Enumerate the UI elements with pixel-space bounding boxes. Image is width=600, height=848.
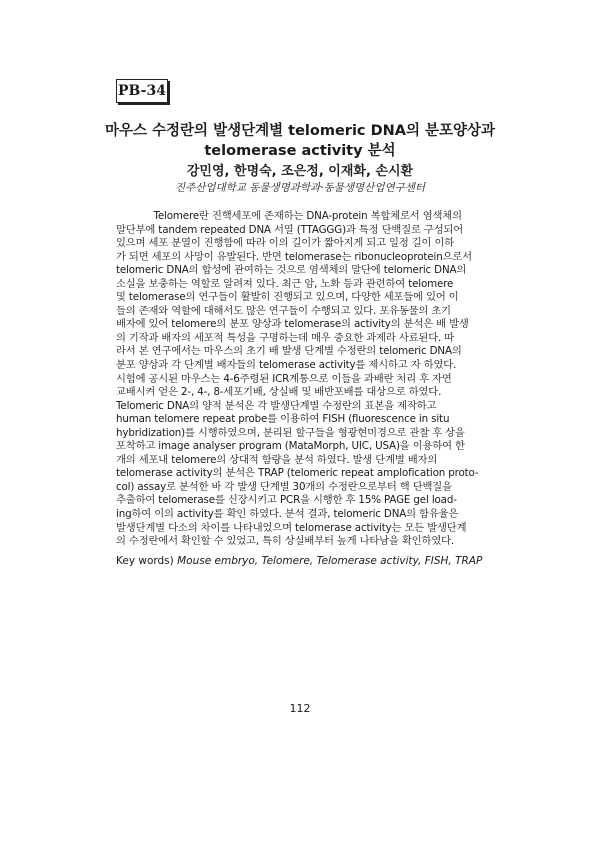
abstract-line: ing하여 이의 activity를 확인 하였다. 분석 결과, telomeric DNA의 함유율은 <box>116 508 459 521</box>
abstract-line: 개의 세포내 telomere의 상대적 함량을 분석 하였다. 발생 단계별 배자의 <box>116 453 438 466</box>
abstract-line: 가 되면 세포의 사망이 유발된다. 반면 telomerase는 ribonucleoprotein으로서 <box>116 250 472 263</box>
abstract-line: 발생단계별 다소의 차이를 나타내었으며 telomerase activity는 모든 발생단계 <box>116 521 467 534</box>
abstract-body <box>116 210 486 549</box>
abstract-line: 배자에 있어 telomere의 분포 양상과 telomerase의 activity의 분석은 배 발생 <box>116 318 469 331</box>
abstract-line: Telomere란 진핵세포에 존재하는 DNA-protein 복합체로서 염색체의 <box>116 210 462 222</box>
keywords-values: Mouse embryo, Telomere, Telomerase activity, FISH, TRAP <box>177 555 483 567</box>
abstract-line: telomeric DNA의 합성에 관여하는 것으로 염색체의 말단에 telomeric DNA의 <box>116 264 467 277</box>
abstract-line: 분포 양상과 각 단계별 배자들의 telomerase activity를 제시하고 자 하였다. <box>116 359 457 372</box>
abstract-line: 들의 존재와 역할에 대해서도 많은 연구들이 수행되고 있다. 포유동물의 초기 <box>116 304 451 317</box>
abstract-line: 있으며 세포 분열이 진행함에 따라 이의 길이가 짧아지게 되고 일정 길이 이하 <box>116 237 455 250</box>
abstract-line: 포착하고 image analyser program (MataMorph, UIC, USA)을 이용하여 한 <box>116 440 465 453</box>
keywords-label: Key words) <box>116 555 178 567</box>
abstract-line: 말단부에 tandem repeated DNA 서열 (TTAGGG)과 특정 단백질로 구성되어 <box>116 223 464 236</box>
title-line: 마우스 수정란의 발생단계별 telomeric DNA의 분포양상과 <box>104 123 496 139</box>
page-number: 112 <box>289 702 311 715</box>
keywords <box>116 554 482 568</box>
abstract-line: 시험에 공시된 마우스는 4-6주령된 ICR계통으로 이들을 과배란 처리 후 자연 <box>116 372 452 385</box>
abstract-line: human telomere repeat probe를 이용하여 FISH (fluorescence in situ <box>116 413 450 426</box>
title-line: telomerase activity 분석 <box>204 143 396 159</box>
abstract-code-label: PB-34 <box>116 79 168 103</box>
paper-title <box>60 121 540 161</box>
abstract-line: 추출하여 telomerase를 신장시키고 PCR을 시행한 후 15% PAGE gel load- <box>116 494 457 507</box>
affiliation: 진주산업대학교 동물생명과학과·동물생명산업연구센터 <box>174 182 426 194</box>
abstract-line: Telomeric DNA의 양적 분석은 각 발생단계별 수정란의 표본을 제작하고 <box>116 399 437 412</box>
abstract-line: 라서 본 연구에서는 마우스의 초기 배 발생 단계별 수정란의 telomeric DNA의 <box>116 345 462 358</box>
author-list: 강민영, 한명숙, 조은정, 이재화, 손시환 <box>186 164 414 179</box>
abstract-line: 및 telomerase의 연구들이 활발히 진행되고 있으며, 다양한 세포들에 있어 이 <box>116 291 459 304</box>
abstract-line: telomerase activity의 분석은 TRAP (telomeric repeat amplofication proto- <box>116 467 479 480</box>
abstract-line: 의 기작과 배자의 세포적 특성을 구명하는데 매우 중요한 과제라 사료된다. 따 <box>116 331 455 344</box>
abstract-line: 소실을 보충하는 역할로 알려져 있다. 최근 암, 노화 등과 관련하여 telomere <box>116 277 454 290</box>
abstract-line: 의 수정란에서 확인할 수 있었고, 특히 상실배부터 높게 나타남을 확인하였다. <box>116 535 455 548</box>
abstract-line: 교배시켜 얻은 2-, 4-, 8-세포기배, 상실배 및 배반포배를 대상으로 하였다. <box>116 386 442 399</box>
abstract-line: hybridization)를 시행하였으며, 분리된 할구들을 형광현미경으로 관찰 후 상을 <box>116 426 465 439</box>
abstract-line: col) assay로 분석한 바 각 발생 단계별 30개의 수정란으로부터 핵 단백질을 <box>116 480 452 493</box>
